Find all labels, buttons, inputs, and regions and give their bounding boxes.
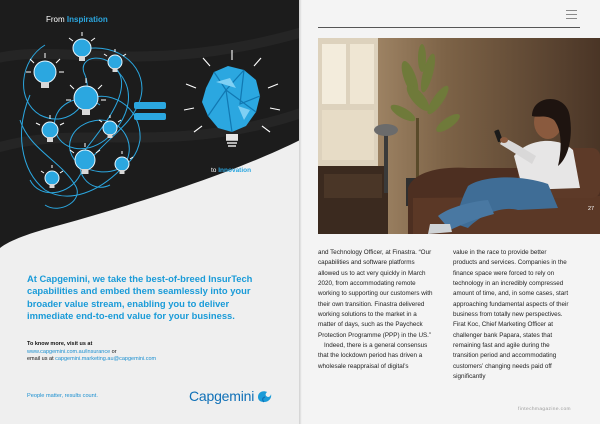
menu-icon[interactable] — [566, 10, 577, 20]
contact-intro: To know more, visit us at — [27, 341, 93, 347]
paragraph: value in the race to provide better products and services. Companies in the finance space were forced to rely on technology in an incredibly compressed amount of time, and, in some cases, start approaching fundamental aspects of their business from totally new perspectives. Firat Koc, Chief Marketing Officer at challenger bank Papara, states that remaining fast and agile during the transition period and accommodating customers’ changing needs paid off significantly — [453, 249, 569, 381]
contact-email-link[interactable]: capgemini.marketing.au@capgemini.com — [55, 356, 157, 363]
paragraph: Indeed, there is a general consensus that the lockdown period has driven a wholesale reappraisal of digital’s — [318, 342, 428, 370]
article-page — [302, 0, 600, 424]
advert-tagline: People matter, results count. — [27, 393, 98, 399]
article-column-right — [453, 248, 571, 382]
chalkboard-illustration — [0, 0, 300, 250]
contact-website-link[interactable]: www.capgemini.com.au/insurance — [27, 348, 111, 355]
capgemini-logo: Capgemini — [189, 386, 272, 406]
advert-headline: At Capgemini, we take the best-of-breed InsurTech capabilities and embed them seamlessly into your broader value stream, enabling you to deliver immediate end-to-end value for your business. — [27, 273, 253, 322]
to-innovation-label: to Innovation — [211, 167, 252, 174]
from-inspiration-label: From Inspiration — [46, 15, 108, 24]
page-number: 27 — [588, 206, 595, 212]
header-divider — [318, 27, 580, 28]
footer-url: fintechmagazine.com — [518, 407, 571, 412]
article-column-left — [318, 248, 436, 372]
contact-block: To know more, visit us at www.capgemini.com.au/insurance or email us at capgemini.marketing.au@capgemini.com — [27, 341, 277, 364]
article-photo — [318, 38, 600, 234]
paragraph: and Technology Officer, at Finastra. “Our capabilities and software platforms allowed us to act very quickly in March 2020, from accommodating remote working to supporting our customers with their own transition. Finastra delivered working solutions to the market in a matter of days, such as the Paycheck Protection Programme (PPP) in the US.” — [318, 249, 433, 339]
logo-mark-icon — [256, 389, 272, 403]
